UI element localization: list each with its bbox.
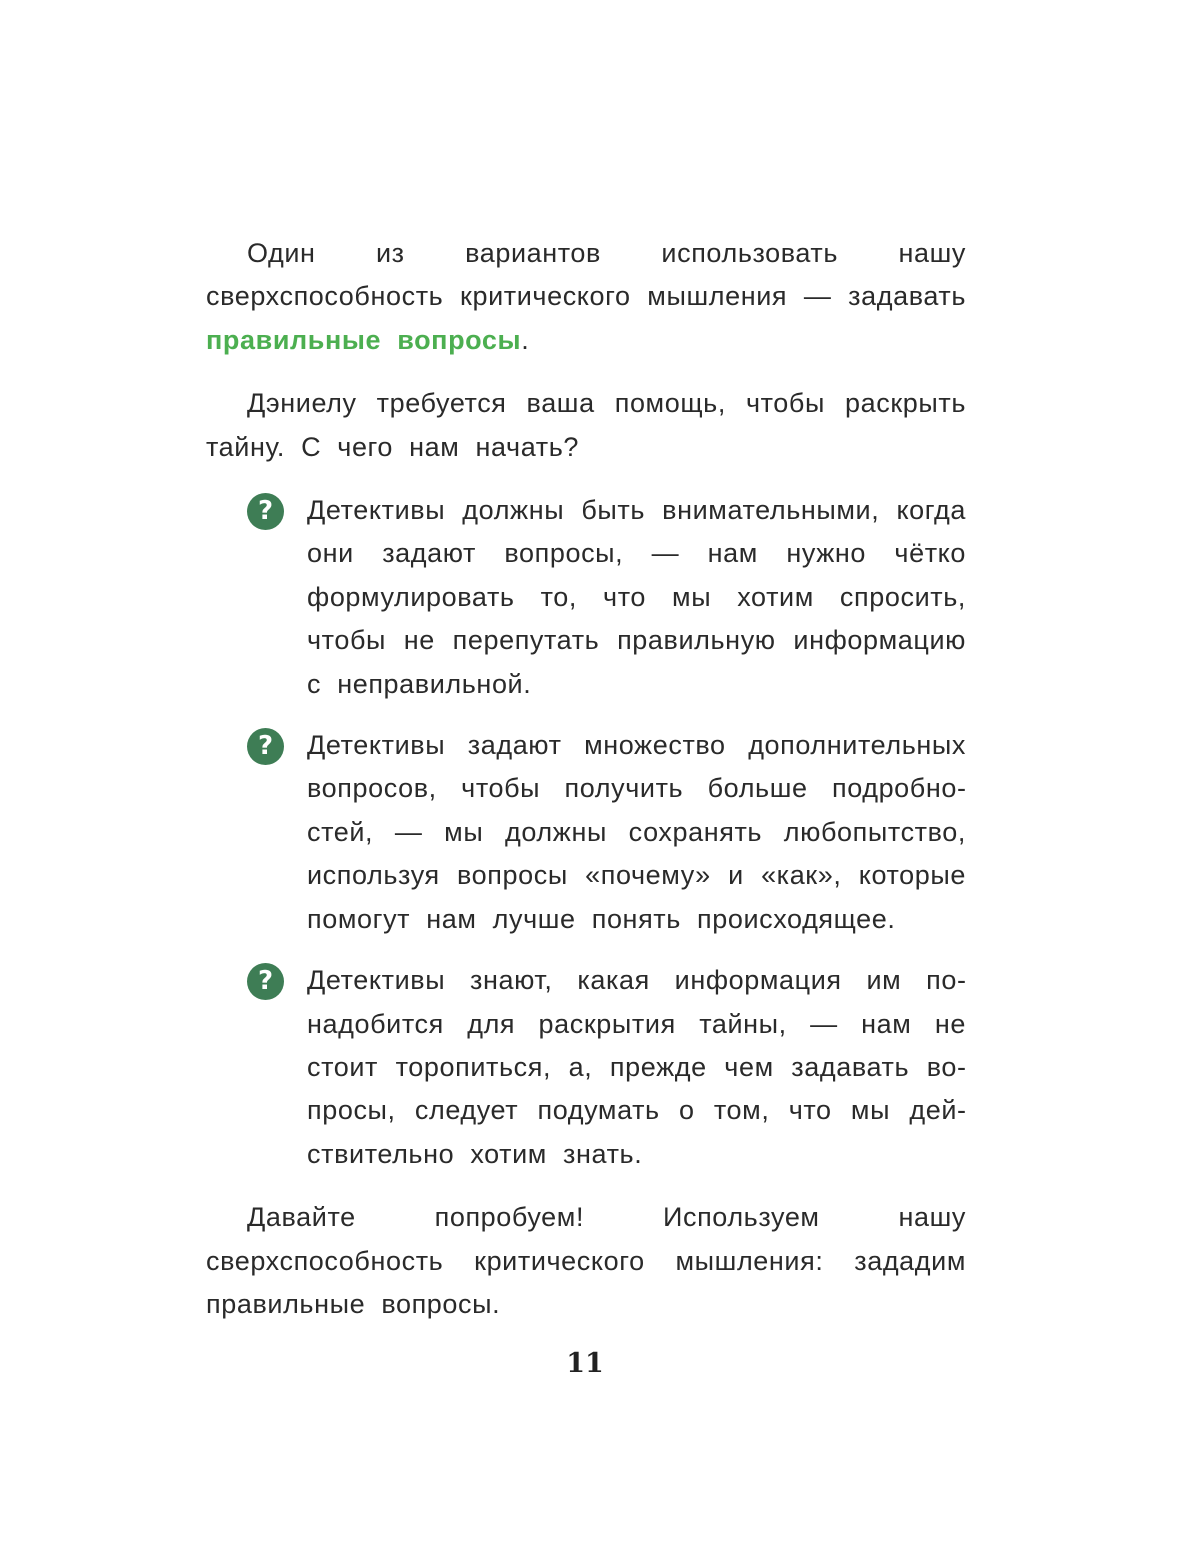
question-mark-icon: ? bbox=[247, 493, 284, 530]
intro-paragraph bbox=[206, 232, 966, 362]
closing-paragraph: Давайте попробуем! Используем нашу сверхспособность критического мышления: зададим правильные вопросы. bbox=[206, 1202, 966, 1319]
second-paragraph: Дэниелу требуется ваша помощь, чтобы раскрыть тайну. С чего нам начать? bbox=[206, 388, 966, 462]
list-item-text: Детективы задают множество дополнительных вопросов, чтобы получить больше подробностей, — мы должны сохранять любопытство, используя вопросы «почему» и «как», которые помогут нам лучше понять происходящее. bbox=[307, 730, 966, 934]
text-column bbox=[206, 232, 966, 1346]
question-mark-icon: ? bbox=[247, 728, 284, 765]
list-item-text: Детективы знают, какая информация им понадобится для раскрытия тайны, — нам не стоит торопиться, а, прежде чем задавать вопросы, следует подумать о том, что мы действительно хотим знать. bbox=[307, 965, 966, 1169]
question-list bbox=[206, 489, 966, 1176]
intro-end: . bbox=[521, 324, 530, 355]
list-item bbox=[206, 959, 966, 1176]
highlighted-phrase: правильные вопросы bbox=[206, 324, 522, 355]
list-item bbox=[206, 489, 966, 706]
list-item-text: Детективы должны быть внимательными, когда они задают вопросы, — нам нужно чётко формулировать то, что мы хотим спросить, чтобы не перепутать правильную информацию с неправильной. bbox=[307, 495, 966, 699]
list-item bbox=[206, 724, 966, 941]
page-number: 11 bbox=[566, 1348, 604, 1379]
intro-text: Один из вариантов использовать нашу сверхспособность критического мышления — задавать bbox=[206, 238, 966, 312]
question-mark-icon: ? bbox=[247, 963, 284, 1000]
